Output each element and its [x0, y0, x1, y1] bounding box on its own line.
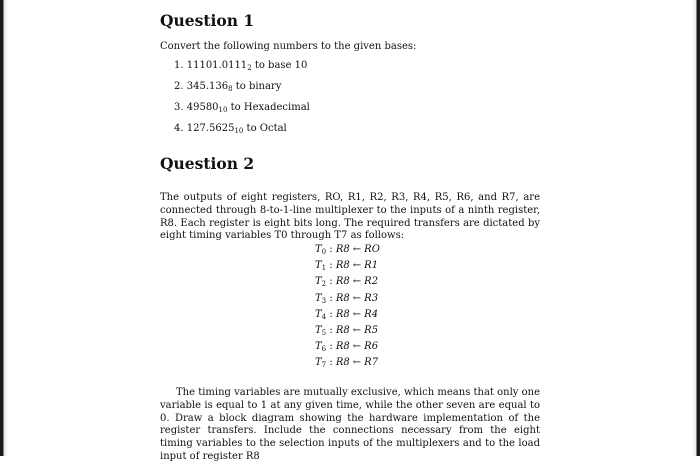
- item-text: to base 10: [251, 60, 308, 71]
- item-value: 345.136: [186, 81, 229, 92]
- right-screen-edge: [692, 0, 700, 456]
- transfer-sub: 5: [321, 328, 327, 337]
- transfer-src: R5: [364, 324, 379, 336]
- transfer-arrow: ←: [352, 341, 362, 353]
- transfer-row: $T_7$ : R8 ← R7: [315, 357, 379, 370]
- transfer-t: T: [315, 260, 322, 272]
- transfer-sub: 2: [321, 280, 327, 289]
- item-num: 4.: [174, 123, 187, 134]
- question-2-paragraph-2: The timing variables are mutually exclusive, which means that only one variable is equal to 1 at any given time, while the other seven are equal to 0. Draw a block diagram showing the hardware implementation of the register transfers. Include the connections necessary from the eight timing variables to the selection inputs of the multiplexers and to the load input of register R8: [160, 387, 540, 462]
- transfer-arrow: ←: [352, 357, 362, 369]
- transfer-t: T: [315, 244, 322, 255]
- item-num: 2.: [174, 81, 187, 92]
- item-value: 49580: [186, 102, 219, 113]
- item-base: 2: [247, 64, 252, 72]
- transfer-src: R3: [364, 292, 379, 304]
- item-text: to Hexadecimal: [227, 102, 310, 113]
- transfer-src: R7: [364, 357, 379, 369]
- transfer-t: T: [315, 308, 322, 320]
- transfer-t: T: [315, 324, 322, 336]
- question-2-title: Question 2: [160, 154, 255, 173]
- item-text: to Octal: [243, 123, 287, 134]
- transfer-src: RO: [364, 244, 380, 255]
- item-text: to binary: [232, 81, 282, 92]
- list-item: [174, 60, 310, 81]
- transfer-dest: R8: [335, 308, 350, 320]
- question-1-intro: Convert the following numbers to the given bases:: [160, 41, 417, 52]
- transfer-sub: 4: [321, 312, 327, 321]
- transfer-dest: R8: [335, 244, 350, 255]
- transfer-sub: 7: [321, 361, 327, 370]
- transfer-arrow: ←: [352, 260, 362, 272]
- item-base: 10: [218, 106, 228, 114]
- item-num: 1.: [174, 60, 187, 71]
- transfer-t: T: [315, 276, 322, 288]
- question-1-title: Question 1: [160, 11, 255, 30]
- item-value: 11101.0111: [186, 60, 248, 71]
- transfer-src: R6: [364, 341, 379, 353]
- transfer-row: $T_4$ : R8 ← R4: [315, 308, 379, 321]
- transfer-dest: R8: [335, 357, 350, 369]
- transfer-src: R1: [364, 260, 379, 272]
- transfer-sub: 6: [321, 345, 327, 354]
- transfer-t: T: [315, 357, 322, 369]
- transfer-sub: 0: [321, 248, 327, 256]
- transfer-src: R4: [364, 308, 379, 320]
- transfer-t: T: [315, 292, 322, 304]
- list-item: [174, 102, 310, 123]
- transfer-row: $T_1$ : R8 ← R1: [315, 260, 379, 273]
- transfer-sub: 1: [321, 264, 327, 273]
- transfer-dest: R8: [335, 260, 350, 272]
- transfer-src: R2: [364, 276, 379, 288]
- register-transfer-list: [315, 244, 380, 374]
- transfer-sub: 3: [321, 296, 327, 305]
- transfer-row: $T_2$ : R8 ← R2: [315, 276, 379, 289]
- transfer-dest: R8: [335, 276, 350, 288]
- transfer-arrow: ←: [352, 244, 362, 255]
- question-2-paragraph-1: The outputs of eight registers, RO, R1, R2, R3, R4, R5, R6, and R7, are connected through 8-to-1-line multiplexer to the inputs of a ninth register, R8. Each register is eight bits long. The required transfers are dictated by eight timing variables T0 through T7 as follows:: [160, 192, 540, 242]
- conversion-list: [174, 60, 310, 144]
- item-num: 3.: [174, 102, 187, 113]
- transfer-arrow: ←: [352, 276, 362, 288]
- item-base: 10: [234, 127, 244, 135]
- list-item: [174, 123, 310, 144]
- transfer-row: $T_3$ : R8 ← R3: [315, 292, 379, 305]
- item-value: 127.5625: [186, 123, 235, 134]
- transfer-dest: R8: [335, 324, 350, 336]
- transfer-arrow: ←: [352, 292, 362, 304]
- item-base: 8: [228, 85, 233, 93]
- transfer-dest: R8: [335, 292, 350, 304]
- list-item: [174, 81, 310, 102]
- transfer-dest: R8: [335, 341, 350, 353]
- transfer-row: $T_5$ : R8 ← R5: [315, 324, 379, 337]
- transfer-row: $T_0$ : R8 ← RO: [315, 244, 380, 256]
- transfer-t: T: [315, 341, 322, 353]
- transfer-arrow: ←: [352, 324, 362, 336]
- left-screen-edge: [0, 0, 8, 456]
- transfer-row: $T_6$ : R8 ← R6: [315, 341, 379, 354]
- transfer-arrow: ←: [352, 308, 362, 320]
